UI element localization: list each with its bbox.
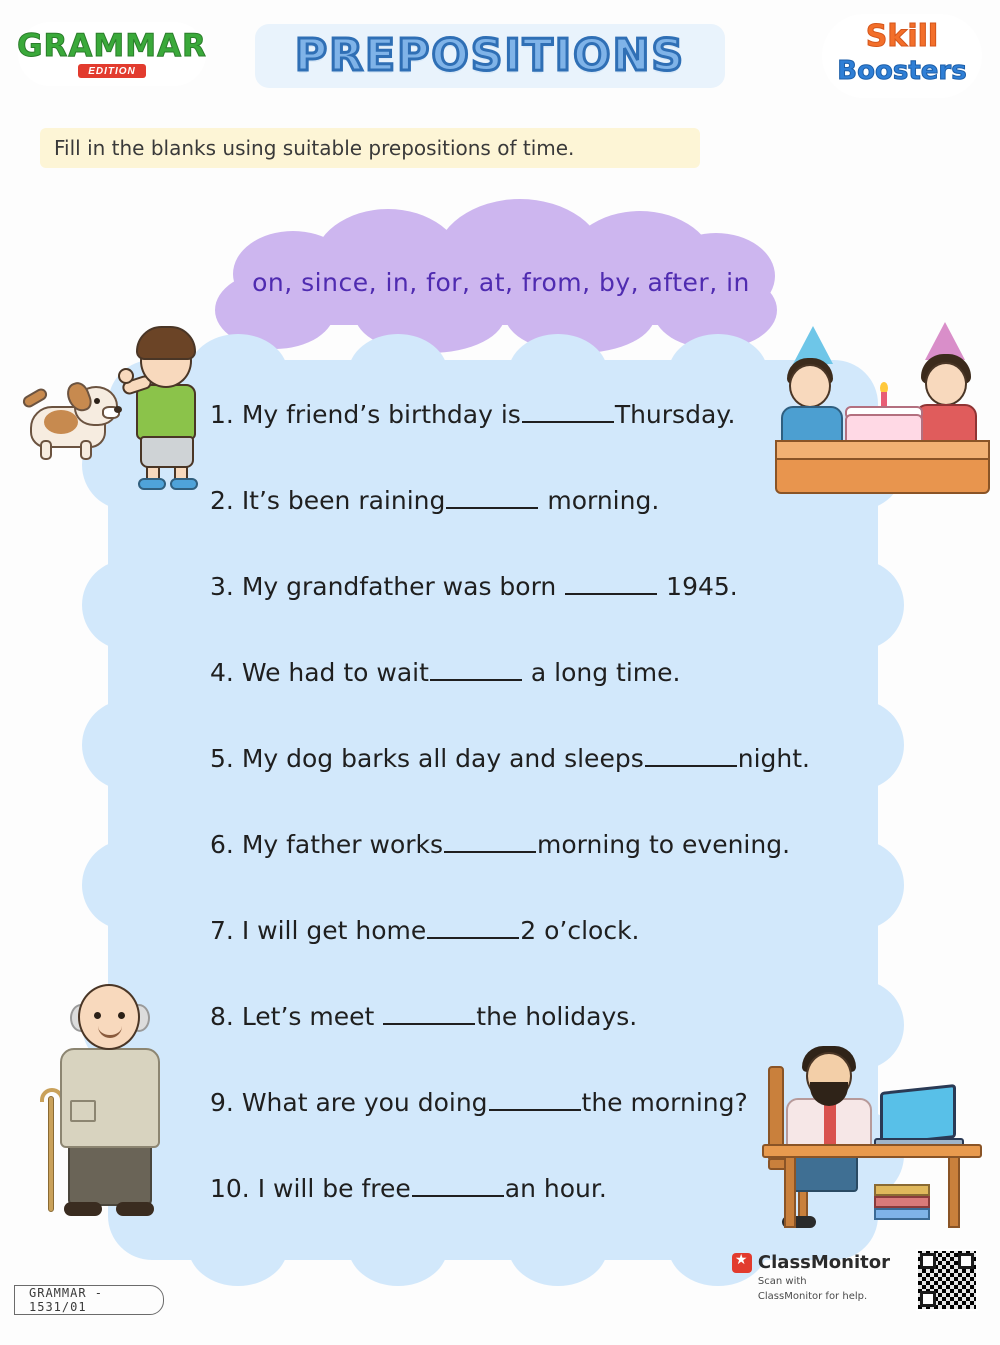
instruction-banner: Fill in the blanks using suitable prepositions of time. bbox=[40, 128, 700, 168]
panel-scallop bbox=[82, 700, 172, 790]
classmonitor-logo-icon bbox=[732, 1253, 752, 1273]
worksheet-code: GRAMMAR - 1531/01 bbox=[14, 1285, 164, 1315]
question-text-after: night. bbox=[737, 744, 810, 773]
desk-leg bbox=[784, 1156, 796, 1228]
qr-corner bbox=[920, 1291, 936, 1307]
question-text-before: My grandfather was born bbox=[241, 572, 565, 601]
question-number: 5. bbox=[210, 744, 234, 773]
question-number: 3. bbox=[210, 572, 234, 601]
boy-shorts bbox=[140, 436, 194, 468]
question-text-after: 1945. bbox=[658, 572, 738, 601]
question-text-before: Let’s meet bbox=[241, 1002, 383, 1031]
man-pants bbox=[68, 1144, 152, 1206]
question-text-before: My father works bbox=[241, 830, 444, 859]
boy-shoe bbox=[170, 478, 198, 490]
laptop-screen bbox=[880, 1084, 956, 1146]
dog-leg bbox=[80, 440, 92, 460]
table-cloth bbox=[775, 440, 990, 460]
question-number: 2. bbox=[210, 486, 234, 515]
kid-head bbox=[925, 362, 967, 406]
question-row bbox=[210, 398, 870, 484]
question-number: 1. bbox=[210, 400, 234, 429]
question-text-before: What are you doing bbox=[241, 1088, 488, 1117]
book bbox=[874, 1184, 930, 1196]
answer-blank[interactable] bbox=[427, 919, 519, 939]
question-text-after: morning to evening. bbox=[537, 830, 791, 859]
man-pants bbox=[792, 1152, 858, 1192]
boy-shirt bbox=[136, 384, 196, 440]
question-row bbox=[210, 914, 870, 1000]
desk-leg bbox=[948, 1156, 960, 1228]
question-row bbox=[210, 656, 870, 742]
birthday-kids-illustration bbox=[775, 322, 990, 502]
brand-name-label: ClassMonitor bbox=[757, 1252, 890, 1273]
answer-blank[interactable] bbox=[489, 1091, 581, 1111]
word-bank-text: on, since, in, for, at, from, by, after, in bbox=[252, 268, 750, 297]
brand-sub-line-1: Scan with bbox=[757, 1276, 807, 1287]
skill-boosters-logo bbox=[822, 14, 982, 98]
man-eye bbox=[94, 1012, 101, 1019]
brand-sub-line-2: ClassMonitor for help. bbox=[757, 1291, 868, 1302]
grammar-word-label: GRAMMAR bbox=[17, 27, 207, 64]
answer-blank[interactable] bbox=[430, 661, 522, 681]
page-title-text: PREPOSITIONS bbox=[294, 30, 686, 81]
qr-corner bbox=[958, 1253, 974, 1269]
answer-blank[interactable] bbox=[383, 1005, 475, 1025]
grandfather-illustration bbox=[34, 976, 184, 1226]
question-text-after: Thursday. bbox=[614, 400, 736, 429]
answer-blank[interactable] bbox=[446, 489, 538, 509]
dog-nose bbox=[114, 406, 122, 413]
question-text-after: the morning? bbox=[581, 1088, 748, 1117]
question-text-after: morning. bbox=[539, 486, 660, 515]
answer-blank[interactable] bbox=[645, 747, 737, 767]
boy-hair bbox=[136, 326, 196, 360]
panel-scallop bbox=[82, 560, 172, 650]
grammar-edition-badge bbox=[18, 22, 206, 86]
man-eye bbox=[118, 1012, 125, 1019]
question-row bbox=[210, 484, 870, 570]
man-shoe bbox=[116, 1202, 154, 1216]
question-text-before: It’s been raining bbox=[241, 486, 446, 515]
man-shirt bbox=[60, 1048, 160, 1148]
question-text-before: My friend’s birthday is bbox=[241, 400, 521, 429]
grammar-edition-label: EDITION bbox=[78, 64, 146, 78]
brand-row bbox=[732, 1252, 890, 1273]
book bbox=[874, 1196, 930, 1208]
man-head bbox=[78, 984, 140, 1050]
question-text-after: 2 o’clock. bbox=[520, 916, 640, 945]
panel-scallop bbox=[82, 840, 172, 930]
question-number: 10. bbox=[210, 1174, 250, 1203]
question-row bbox=[210, 828, 870, 914]
kid-head bbox=[789, 364, 831, 408]
question-number: 9. bbox=[210, 1088, 234, 1117]
dog-leg bbox=[40, 440, 52, 460]
qr-code-icon[interactable] bbox=[916, 1249, 978, 1311]
question-text-before: I will be free bbox=[257, 1174, 411, 1203]
necktie bbox=[824, 1102, 836, 1146]
walking-cane bbox=[48, 1096, 54, 1212]
question-text-before: We had to wait bbox=[241, 658, 429, 687]
boosters-label: Boosters bbox=[837, 56, 967, 86]
question-number: 4. bbox=[210, 658, 234, 687]
answer-blank[interactable] bbox=[522, 403, 614, 423]
answer-blank[interactable] bbox=[412, 1177, 504, 1197]
answer-blank[interactable] bbox=[444, 833, 536, 853]
classmonitor-brand bbox=[732, 1252, 890, 1303]
question-row bbox=[210, 570, 870, 656]
dog-patch bbox=[44, 410, 78, 434]
man-at-laptop-illustration bbox=[762, 1026, 982, 1238]
shirt-pocket bbox=[70, 1100, 96, 1122]
question-row bbox=[210, 742, 870, 828]
man-shoe bbox=[64, 1202, 102, 1216]
qr-corner bbox=[920, 1253, 936, 1269]
boy-and-dog-illustration bbox=[22, 320, 212, 490]
answer-blank[interactable] bbox=[565, 575, 657, 595]
question-text-before: I will get home bbox=[241, 916, 427, 945]
dog-eye bbox=[94, 398, 100, 404]
question-number: 7. bbox=[210, 916, 234, 945]
question-text-after: an hour. bbox=[504, 1174, 607, 1203]
boy-shoe bbox=[138, 478, 166, 490]
question-number: 8. bbox=[210, 1002, 234, 1031]
question-text-after: a long time. bbox=[522, 658, 681, 687]
question-text-before: My dog barks all day and sleeps bbox=[241, 744, 644, 773]
question-number: 6. bbox=[210, 830, 234, 859]
page-title bbox=[255, 24, 725, 88]
question-text-after: the holidays. bbox=[476, 1002, 638, 1031]
page-header bbox=[0, 0, 1000, 112]
boy-hand bbox=[118, 368, 134, 384]
skill-label: Skill bbox=[865, 19, 939, 54]
book bbox=[874, 1208, 930, 1220]
